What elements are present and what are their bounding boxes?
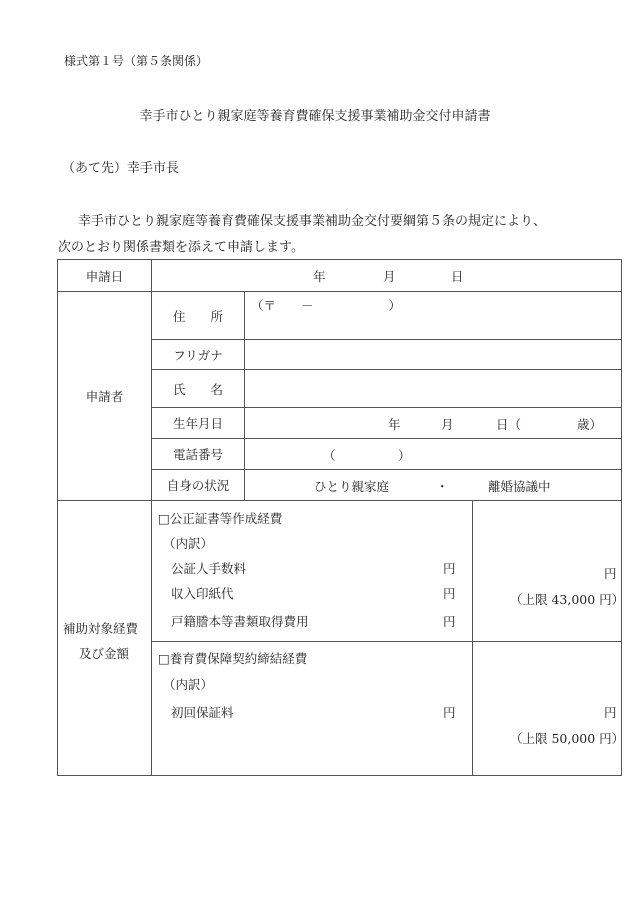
breakdown-label: （内訳） — [163, 536, 214, 551]
phone-label: 電話番号 — [172, 447, 223, 462]
status-separator: ・ — [436, 479, 449, 494]
item-family-register-unit[interactable]: 円 — [443, 614, 456, 629]
expenses-label: 補助対象経費 — [63, 621, 139, 636]
item-revenue-stamp-unit[interactable]: 円 — [443, 586, 456, 601]
status-option-single-parent[interactable]: ひとり親家庭 — [314, 479, 390, 494]
dob-day[interactable]: 日（ — [496, 417, 522, 432]
applicant-label: 申請者 — [85, 389, 124, 404]
furigana-field[interactable] — [248, 342, 618, 366]
application-form-table — [57, 259, 625, 776]
form-number: 様式第１号（第５条関係） — [64, 54, 209, 68]
section1-total-unit[interactable]: 円 — [604, 566, 617, 581]
notary-expense-checkbox[interactable]: □公正証書等作成経費 — [158, 511, 283, 526]
item-notary-fee-unit[interactable]: 円 — [443, 561, 456, 576]
dob-month[interactable]: 月 — [441, 417, 454, 432]
phone-field[interactable]: （ ） — [323, 448, 411, 463]
document-title: 幸手市ひとり親家庭等養育費確保支援事業補助金交付申請書 — [139, 109, 491, 124]
application-date-day[interactable]: 日 — [451, 269, 464, 284]
dob-label: 生年月日 — [172, 416, 223, 431]
intro-line-1: 幸手市ひとり親家庭等養育費確保支援事業補助金交付要綱第５条の規定により、 — [78, 214, 547, 229]
dob-age[interactable]: 歳） — [577, 417, 603, 432]
name-field[interactable] — [248, 372, 618, 404]
divider — [472, 501, 473, 776]
application-date-month[interactable]: 月 — [383, 269, 396, 284]
divider — [151, 641, 622, 642]
application-date-label: 申請日 — [85, 268, 124, 284]
item-family-register: 戸籍謄本等書類取得費用 — [171, 614, 309, 629]
item-revenue-stamp: 収入印紙代 — [171, 586, 234, 601]
status-option-divorce-negotiation[interactable]: 離婚協議中 — [488, 479, 551, 494]
section2-total-unit[interactable]: 円 — [604, 705, 617, 720]
addressee: （あて先）幸手市長 — [62, 161, 180, 176]
status-label: 自身の状況 — [166, 478, 230, 493]
dob-year[interactable]: 年 — [388, 417, 401, 432]
item-initial-guarantee-unit[interactable]: 円 — [443, 705, 456, 720]
address-label: 住 所 — [172, 308, 223, 324]
item-notary-fee: 公証人手数料 — [171, 561, 247, 576]
section1-limit: （上限 43,000 円） — [510, 592, 625, 607]
postal-code-field[interactable]: （〒 － ） — [251, 298, 402, 313]
name-label: 氏 名 — [172, 381, 223, 397]
intro-line-2: 次のとおり関係書類を添えて申請します。 — [58, 240, 304, 255]
application-date-year[interactable]: 年 — [313, 269, 326, 284]
breakdown-label: （内訳） — [163, 677, 214, 692]
expenses-label-2: 及び金額 — [79, 646, 130, 661]
furigana-label: フリガナ — [173, 347, 223, 363]
section2-limit: （上限 50,000 円） — [510, 731, 625, 746]
item-initial-guarantee: 初回保証料 — [171, 705, 234, 720]
support-contract-checkbox[interactable]: □養育費保障契約締結経費 — [158, 651, 308, 666]
divider — [58, 500, 622, 501]
